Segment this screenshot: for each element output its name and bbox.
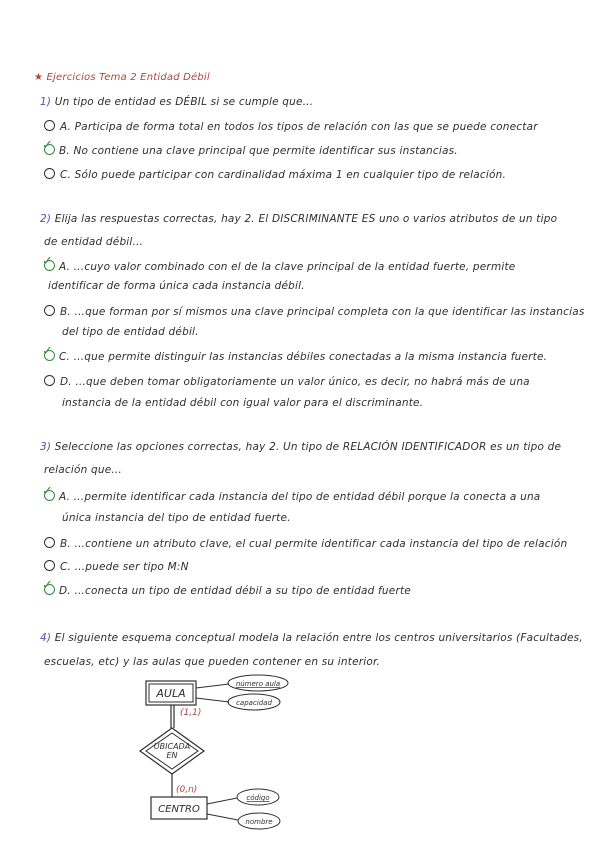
question-4-text-cont: escuelas, etc) y las aulas que pueden contener en su interior.	[44, 656, 381, 668]
relationship-label-2: EN	[166, 751, 178, 760]
option-text: D. …que deben tomar obligatoriamente un valor único, es decir, no habrá más de una	[60, 376, 530, 388]
option-text: B. No contiene una clave principal que permite identificar sus instancias.	[59, 145, 458, 157]
option-text: C. …puede ser tipo M:N	[60, 561, 189, 573]
question-1-text: Un tipo de entidad es DÉBIL si se cumple que…	[54, 96, 314, 108]
attr-line	[207, 814, 238, 820]
question-2-number: 2)	[40, 213, 52, 225]
attribute-numero-aula-label: número aula	[235, 680, 281, 688]
entity-centro-label: CENTRO	[158, 804, 200, 815]
checked-radio-icon: ✓	[42, 138, 54, 153]
question-3-text-cont: relación que…	[44, 464, 123, 476]
question-2-text-cont: de entidad débil…	[44, 236, 144, 248]
attribute-nombre-label: nombre	[245, 818, 273, 826]
option-text: A. …permite identificar cada instancia del tipo de entidad débil porque la conecta a una	[59, 491, 541, 503]
checked-radio-icon: ✓	[42, 344, 54, 359]
entity-aula-label: AULA	[156, 687, 186, 700]
option-text: A. Participa de forma total en todos los tipos de relación con las que se puede conectar	[60, 121, 538, 133]
option-text: D. …conecta un tipo de entidad débil a su tipo de entidad fuerte	[59, 585, 411, 597]
option-text-cont: del tipo de entidad débil.	[62, 326, 199, 338]
attribute-capacidad-label: capacidad	[236, 699, 272, 707]
cardinality-top: (1,1)	[180, 708, 202, 718]
question-3-number: 3)	[40, 441, 52, 453]
checked-radio-icon: ✓	[42, 484, 54, 499]
option-text-cont: instancia de la entidad débil con igual valor para el discriminante.	[62, 397, 424, 409]
option-text: B. …que forman por sí mismos una clave principal completa con la que identificar las instancias	[60, 306, 585, 318]
option-text: A. …cuyo valor combinado con el de la clave principal de la entidad fuerte, permite	[59, 261, 516, 273]
option-text: C. …que permite distinguir las instancias débiles conectadas a la misma instancia fuerte.	[59, 351, 548, 363]
option-text: C. Sólo puede participar con cardinalidad máxima 1 en cualquier tipo de relación.	[60, 169, 506, 181]
page-title: ★ Ejercicios Tema 2 Entidad Débil	[34, 72, 210, 83]
relationship-label-1: UBICADA	[153, 742, 191, 751]
attr-line	[196, 684, 229, 688]
option-text-cont: única instancia del tipo de entidad fuerte.	[62, 512, 291, 524]
question-1-number: 1)	[40, 96, 52, 108]
question-3-text: Seleccione las opciones correctas, hay 2. Un tipo de RELACIÓN IDENTIFICADOR es un tipo de	[54, 441, 562, 453]
question-4-text: El siguiente esquema conceptual modela la relación entre los centros universitarios (Facultades,	[54, 632, 583, 644]
option-text: B. …contiene un atributo clave, el cual permite identificar cada instancia del tipo de relación	[60, 538, 568, 550]
question-2-text: Elija las respuestas correctas, hay 2. El DISCRIMINANTE ES uno o varios atributos de un tipo	[54, 213, 558, 225]
attr-line	[196, 698, 229, 702]
question-4-number: 4)	[40, 632, 52, 644]
cardinality-bottom: (0,n)	[176, 785, 198, 795]
checked-radio-icon: ✓	[42, 578, 54, 593]
option-text-cont: identificar de forma única cada instancia débil.	[48, 280, 305, 292]
checked-radio-icon: ✓	[42, 254, 54, 269]
attr-line	[207, 798, 237, 804]
attribute-codigo-label: código	[246, 794, 270, 802]
